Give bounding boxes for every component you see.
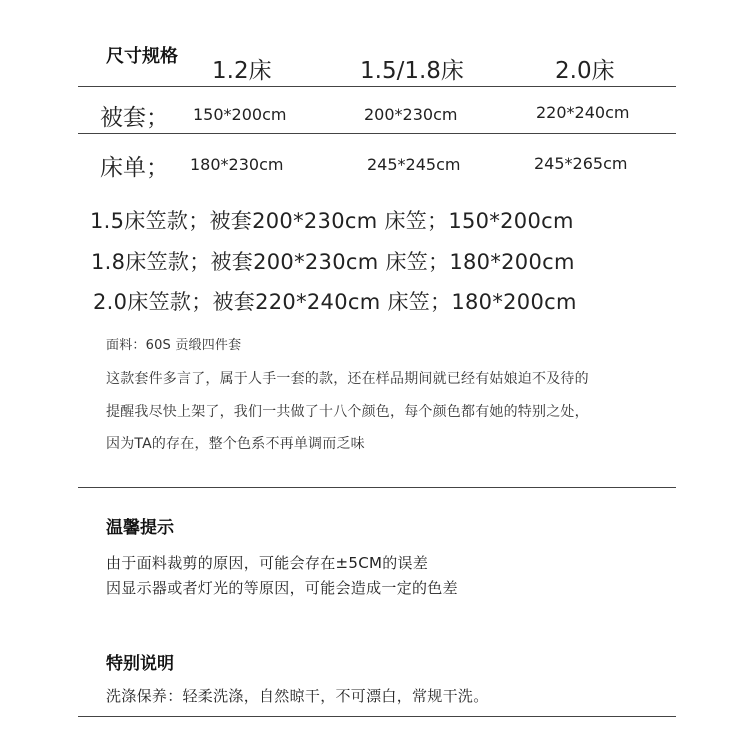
cell-duvet-2-0: 220*240cm — [536, 103, 630, 122]
cell-sheet-2-0: 245*265cm — [534, 154, 628, 173]
cell-sheet-1-2: 180*230cm — [190, 155, 284, 174]
column-header-1-2: 1.2床 — [212, 58, 272, 84]
table-divider-top — [78, 86, 676, 87]
care-instructions: 洗涤保养：轻柔洗涤，自然晾干，不可漂白，常规干洗。 — [106, 687, 489, 705]
fitted-variant-1-5: 1.5床笠款；被套200*230cm 床笠；150*200cm — [90, 209, 574, 233]
row-label-duvet: 被套； — [100, 105, 169, 131]
notice-line-2: 因显示器或者灯光的等原因，可能会造成一定的色差 — [106, 579, 458, 597]
special-title: 特别说明 — [106, 654, 174, 674]
fabric-info: 面料：60S 贡缎四件套 — [106, 338, 242, 353]
cell-duvet-1-2: 150*200cm — [193, 105, 287, 124]
cell-sheet-1-5: 245*245cm — [367, 155, 461, 174]
description-line-3: 因为TA的存在，整个色系不再单调而乏味 — [106, 436, 365, 452]
description-line-1: 这款套件多言了，属于人手一套的款，还在样品期间就已经有姑娘迫不及待的 — [106, 371, 589, 387]
table-divider-middle — [78, 133, 676, 134]
notice-line-1: 由于面料裁剪的原因，可能会存在±5CM的误差 — [106, 554, 429, 572]
section-divider-2 — [78, 716, 676, 717]
description-line-2: 提醒我尽快上架了，我们一共做了十八个颜色，每个颜色都有她的特别之处， — [106, 404, 589, 420]
row-label-sheet: 床单； — [100, 155, 169, 181]
column-header-2-0: 2.0床 — [555, 58, 615, 84]
size-table-title: 尺寸规格 — [106, 46, 178, 67]
section-divider-1 — [78, 487, 676, 488]
fitted-variant-1-8: 1.8床笠款；被套200*230cm 床笠；180*200cm — [91, 250, 575, 274]
notice-title: 温馨提示 — [106, 518, 174, 538]
fitted-variant-2-0: 2.0床笠款；被套220*240cm 床笠；180*200cm — [93, 290, 577, 314]
cell-duvet-1-5: 200*230cm — [364, 105, 458, 124]
column-header-1-5-1-8: 1.5/1.8床 — [360, 58, 464, 84]
